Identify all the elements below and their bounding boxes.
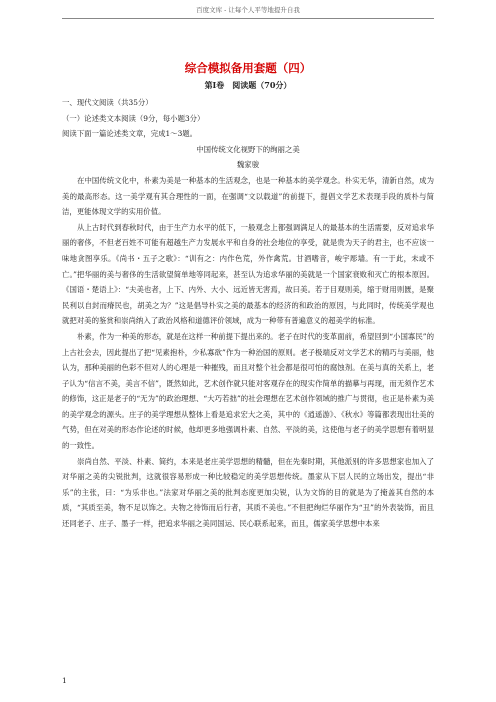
section-heading: 一、现代文阅读（共35分） bbox=[62, 98, 153, 107]
paragraph-2: 从上古时代到春秋时代，由于生产力水平的低下，一般观念上都强调满足人的最基本的生活需要，反对追求华丽的奢侈，不但老百姓不可能有超越生产力发展水平和自身的社会地位的享受，就是贵为天子的君主，也不应该一味地贪图享乐。《尚书・五子之歌》：“训有之：内作色荒，外作禽荒。甘酒嗜音，峻宇彫墙。有一于此，未或不亡。”把华丽的美与奢侈的生活欲望简单地等同起来，甚至认为追求华丽的美就是一个国家衰败和灭亡的根本原因。《国语・楚语上》：“夫美也者，上下、内外、大小、远近皆无害焉，故曰美。若于目观则美，缩于财用则匮，是聚民利以自封而瘠民也，胡美之为？”这是倡导朴实之美的最基本的经济的和政治的原因，与此同时，传统美学观也就把对美的鉴赏和崇尚纳入了政治风格和道德评价领域，成为一种带有普遍意义的超美学的标准。 bbox=[62, 222, 434, 326]
exam-title: 综合模拟备用套题（四） bbox=[184, 61, 312, 75]
page-header bbox=[0, 0, 496, 20]
article-author: 魏家骏 bbox=[236, 160, 260, 170]
paragraph-3: 朴素，作为一种美的形态，就是在这样一种前提下提出来的。老子在时代的变革面前，希望回到“小国寡民”的上古社会去，因此提出了把“见素抱朴，少私寡欲”作为一种治国的原则。老子极端反对文学艺术的精巧与美丽，他认为，那种美丽的色彩不但对人的心理是一种摧残，而且对整个社会都是很可怕的腐蚀剂。在美与真的关系上，老子认为“信言不美，美言不信”，既然如此，艺术创作就只能对客观存在的现实作简单的描摹与再现，而无须作艺术的修饰，这正是老子的“无为”的政治理想、“大巧若拙”的社会理想在艺术创作领域的推广与贯彻，也正是朴素为美的美学观念的源头。庄子的美学理想从整体上看是追求宏大之美，其中的《逍遥游》、《秋水》等篇都表现出壮美的气势，但在对美的形态作论述的时候，他却更多地强调朴素、自然、平淡的美，这使他与老子的美学思想有着明显的一致性。 bbox=[62, 331, 434, 451]
paragraph-4: 崇尚自然、平淡、朴素、简约，本来是老庄美学思想的精髓，但在先秦时期，其他派别的许多思想家也加入了对华丽之美的尖锐批判，这就很容易形成一种比较稳定的美学思想传统。墨家从下层人民的立场出发，提出“非乐”的主张，曰：“为乐非也。”法家对华丽之美的批判态度更加尖锐，认为文饰的目的就是为了掩盖其自然的本质，“其质至美，物不足以饰之。夫物之待饰而后行者，其质不美也。”不但把绚烂华丽作为“丑”的外表装饰，而且还同老子、庄子、墨子一样，把追求华丽之美同国运、民心联系起来，而且，儒家美学思想中本来 bbox=[62, 456, 434, 529]
exam-subtitle: 第Ⅰ卷 阅读题（70分） bbox=[204, 80, 292, 90]
subsection-heading: （一）论述类文本阅读（9分，每小题3分） bbox=[62, 113, 205, 123]
header-divider bbox=[62, 18, 434, 19]
document-body bbox=[62, 58, 434, 532]
header-text: 百度文库 - 让每个人平等地提升自我 bbox=[196, 6, 300, 14]
reading-instruction: 阅读下面一篇论述类文章，完成1～3题。 bbox=[62, 129, 198, 139]
paragraph-1: 在中国传统文化中，朴素为美是一种基本的生活观念，也是一种基本的美学观念。朴实无华，清新自然，成为美的最高形态。这一美学观有其合理性的一面，在强调“文以载道”的前提下，提倡文学艺术表现手段的质朴与简洁，更能体现文学的实用价值。 bbox=[62, 175, 434, 217]
article-title: 中国传统文化视野下的绚丽之美 bbox=[196, 144, 300, 154]
page-number: 1 bbox=[62, 676, 67, 685]
